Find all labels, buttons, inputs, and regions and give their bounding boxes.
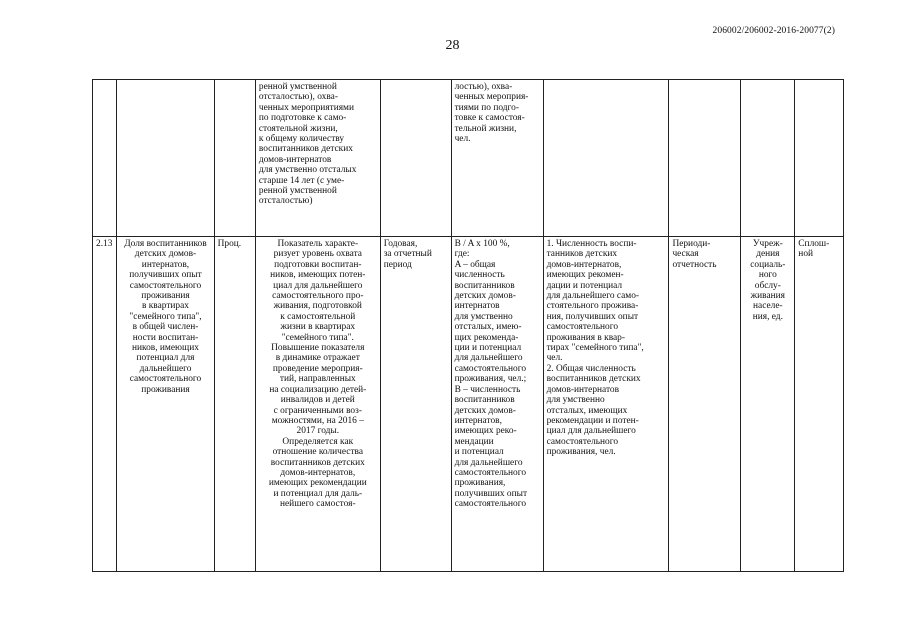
cell-indicators-used	[543, 80, 669, 237]
cell-num: 2.13	[93, 237, 117, 572]
cell-formula: лостью), охва- ченных мероприя- тиями по подго- товке к самостоя- тельной жизни, чел.	[451, 80, 543, 237]
cell-periodicity: Годовая, за отчетный период	[380, 237, 451, 572]
cell-num	[93, 80, 117, 237]
cell-unit	[214, 80, 255, 237]
indicator-table	[92, 79, 844, 572]
table-row-2-13	[93, 237, 844, 572]
cell-unit: Проц.	[214, 237, 255, 572]
cell-collection-method: Сплош- ной	[795, 237, 844, 572]
cell-indicator	[117, 80, 214, 237]
cell-periodicity	[380, 80, 451, 237]
cell-formula: B / A x 100 %, где: A – общая численность воспитанников детских домов- интернатов для умственно отсталых, имею- щих рекоменда- ции и потенциал для дальнейшего самостоятельного проживания, чел.; B – численность воспитанников детских домов- интернатов, имеющих реко- мендации и потенциал для дальнейшего самостоятельного проживания, получивших опыт самостоятельного	[451, 237, 543, 572]
cell-data-source	[669, 80, 741, 237]
cell-collection-unit: Учреж- дения социаль- ного обслу- живания населе- ния, ед.	[741, 237, 795, 572]
page-number: 28	[445, 38, 460, 53]
cell-data-source: Периоди- ческая отчетность	[669, 237, 741, 572]
cell-indicator: Доля воспитанников детских домов- интернатов, получивших опыт самостоятельного проживания в квартирах "семейного типа", в общей числен- ности воспитан- ников, имеющих потенциал для дальнейшего самостоятельного проживания	[117, 237, 214, 572]
cell-definition: ренной умственной отсталостью), охва- ченных мероприятиями по подготовке к само- стоятельной жизни, к общему количеству воспитанников детских домов-интернатов для умственно отсталых старше 14 лет (с уме- ренной умственной отсталостью)	[255, 80, 380, 237]
document-id: 206002/206002-2016-20077(2)	[712, 26, 835, 36]
cell-definition: Показатель характе- ризует уровень охвата подготовки воспитан- ников, имеющих потен- циал для дальнейшего самостоятельного про- живания, подготовкой к самостоятельной жизни в квартирах "семейного типа". Повышение показателя в динамике отражает проведение мероприя- тий, направленных на социализацию детей- инвалидов и детей с ограниченными воз- можностями, на 2016 – 2017 годы. Определяется как отношение количества воспитанников детских домов-интернатов, имеющих рекомендации и потенциал для даль- нейшего самостоя-	[255, 237, 380, 572]
cell-indicators-used: 1. Численность воспи- танников детских домов-интернатов, имеющих рекомен- дации и потенциал для дальнейшего само- стоятельного прожива- ния, получивших опыт самостоятельного проживания в квар- тирах "семейного типа", чел. 2. Общая численность воспитанников детских домов-интернатов для умственно отсталых, имеющих рекомендации и потен- циал для дальнейшего самостоятельного проживания, чел.	[543, 237, 669, 572]
table-row-continuation	[93, 80, 844, 237]
cell-collection-method	[795, 80, 844, 237]
cell-collection-unit	[741, 80, 795, 237]
